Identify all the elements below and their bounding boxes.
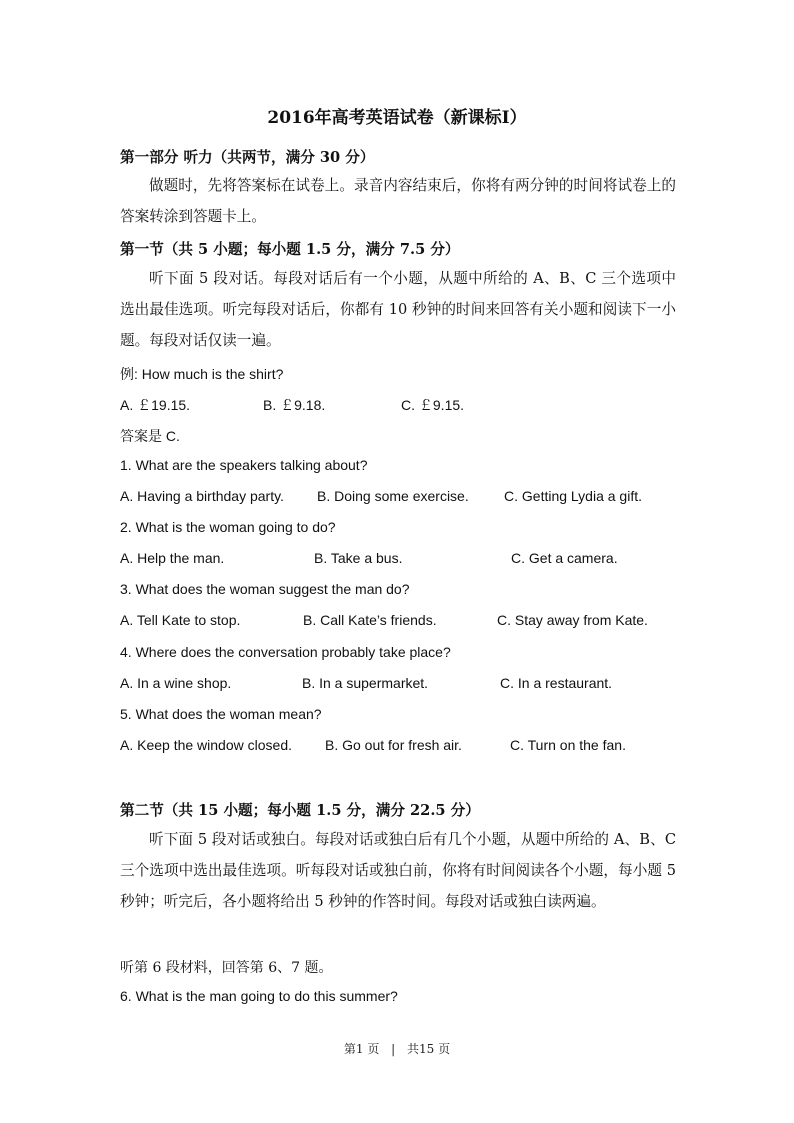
- question-5-option-a: A. Keep the window closed.: [120, 737, 292, 753]
- question-5-option-b: B. Go out for fresh air.: [325, 737, 462, 753]
- page-number: 第1 页: [343, 1042, 380, 1056]
- footer-separator: |: [391, 1042, 396, 1056]
- question-1: 1. What are the speakers talking about?: [120, 457, 368, 473]
- section1-intro: 听下面 5 段对话。每段对话后有一个小题，从题中所给的 A、B、C 三个选项中选出最佳选项。听完每段对话后，你都有 10 秒钟的时间来回答有关小题和阅读下一小题。每段对话仅读一遍。: [120, 270, 676, 349]
- example-answer: 答案是 C.: [120, 428, 180, 444]
- question-1-option-b: B. Doing some exercise.: [317, 488, 469, 504]
- question-3-option-b: B. Call Kate’s friends.: [303, 612, 437, 628]
- page-title: 2016年高考英语试卷（新课标Ⅰ）: [267, 108, 527, 128]
- question-4-option-b: B. In a supermarket.: [302, 675, 429, 691]
- question-2-option-b: B. Take a bus.: [314, 550, 403, 566]
- question-2: 2. What is the woman going to do?: [120, 519, 336, 535]
- question-3-option-c: C. Stay away from Kate.: [497, 612, 648, 628]
- question-3-option-a: A. Tell Kate to stop.: [120, 612, 241, 628]
- section2-intro: 听下面 5 段对话或独白。每段对话或独白后有几个小题，从题中所给的 A、B、C 三个选项中选出最佳选项。听每段对话或独白前，你将有时间阅读各个小题，每小题 5 秒钟；听完后，各小题将给出 5 秒钟的作答时间。每段对话或独白读两遍。: [120, 831, 676, 910]
- question-1-option-a: A. Having a birthday party.: [120, 488, 284, 504]
- example-option-a: A. ￡19.15.: [120, 397, 191, 413]
- question-4-option-a: A. In a wine shop.: [120, 675, 232, 691]
- part1-intro: 做题时，先将答案标在试卷上。录音内容结束后，你将有两分钟的时间将试卷上的答案转涂到答题卡上。: [120, 177, 676, 225]
- example-question: 例: How much is the shirt?: [120, 366, 284, 382]
- question-5-option-c: C. Turn on the fan.: [510, 737, 626, 753]
- question-4: 4. Where does the conversation probably take place?: [120, 644, 451, 660]
- material-6-instruction: 听第 6 段材料，回答第 6、7 题。: [120, 960, 333, 976]
- section1-heading: 第一节（共 5 小题；每小题 1.5 分，满分 7.5 分）: [120, 241, 460, 258]
- example-option-c: C. ￡9.15.: [401, 397, 465, 413]
- part1-heading: 第一部分 听力（共两节，满分 30 分）: [120, 149, 375, 166]
- example-option-b: B. ￡9.18.: [263, 397, 326, 413]
- question-2-option-a: A. Help the man.: [120, 550, 225, 566]
- question-2-option-c: C. Get a camera.: [511, 550, 618, 566]
- page-total: 共15 页: [407, 1042, 451, 1056]
- page-footer: [0, 1040, 794, 1057]
- question-4-option-c: C. In a restaurant.: [500, 675, 613, 691]
- question-6: 6. What is the man going to do this summer?: [120, 988, 398, 1004]
- section2-heading: 第二节（共 15 小题；每小题 1.5 分，满分 22.5 分）: [120, 802, 480, 819]
- question-5: 5. What does the woman mean?: [120, 706, 322, 722]
- question-3: 3. What does the woman suggest the man do?: [120, 581, 410, 597]
- question-1-option-c: C. Getting Lydia a gift.: [504, 488, 642, 504]
